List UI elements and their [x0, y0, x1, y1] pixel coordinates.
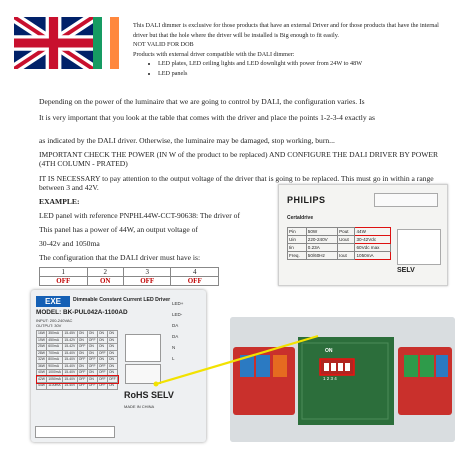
driver-table-cell: 19W: [38, 337, 45, 342]
driver-table-cell: 15-40V: [64, 350, 76, 355]
driver-table-cell: ON: [107, 344, 117, 351]
driver-table-cell: 25W: [38, 344, 45, 348]
driver-model: MODEL: BK-PUL042A-1100AD: [36, 309, 128, 316]
driver-output: OUTPUT: 30V: [36, 323, 62, 328]
philips-selv: SELV: [397, 267, 415, 274]
driver-table-cell: 15-40V: [64, 363, 76, 368]
paragraph-2: It is very important that you look at the table that comes with the driver and place the points 1-2-3-4 exactly as: [39, 113, 375, 122]
spec-row: [288, 228, 391, 236]
uk-flag-icon: [14, 17, 93, 69]
driver-table-cell: ON: [77, 331, 87, 338]
intro-bullets: [133, 59, 451, 78]
driver-table-cell: ON: [87, 331, 97, 338]
blue-terminal: [436, 355, 448, 377]
driver-table-cell: ON: [97, 331, 107, 338]
driver-table-cell: ON: [87, 370, 97, 377]
example-line-3: 30-42v and 1050ma: [39, 239, 100, 248]
driver-table-cell: 1100mA: [47, 383, 63, 390]
green-terminal: [404, 355, 418, 377]
spec-cell-highlight: 30-42Vdc: [355, 236, 391, 244]
driver-table-cell: 32W: [38, 357, 45, 361]
spec-row: [288, 236, 391, 244]
driver-table-cell: ON: [97, 344, 107, 351]
switch-on-label: ON: [325, 348, 333, 354]
example-title: EXAMPLE:: [39, 197, 80, 206]
spec-cell: Uout: [338, 236, 355, 244]
config-value: OFF: [40, 277, 88, 286]
driver-table-cell: ON: [107, 370, 117, 377]
driver-table-cell: 15-45V: [64, 331, 76, 335]
ireland-flag-icon: [93, 17, 119, 69]
driver-table-cell: 15-40V: [64, 357, 76, 361]
driver-table-cell: 900mA: [47, 363, 63, 370]
driver-table-cell: ON: [87, 344, 97, 351]
output-range-note: [35, 426, 115, 438]
intro-bullet: • LED panels: [158, 69, 451, 79]
config-header: 4: [171, 268, 219, 277]
spec-cell: Pin: [288, 228, 307, 236]
driver-table-cell: 40W: [38, 370, 45, 374]
config-value: OFF: [171, 277, 219, 286]
driver-table-cell: OFF: [78, 383, 86, 387]
spec-cell: Freq.: [288, 252, 307, 260]
green-terminal: [420, 355, 434, 377]
driver-table-cell: ON: [107, 383, 117, 390]
made-in: MADE IN CHINA: [124, 404, 155, 409]
driver-table-cell: OFF: [98, 376, 106, 381]
driver-table-cell: 16W: [38, 331, 45, 335]
philips-model: Certaldrive: [287, 215, 314, 221]
driver-table-cell: ON: [107, 337, 117, 344]
spec-cell: 60Vdc max: [355, 244, 391, 252]
driver-table-cell: ON: [87, 376, 97, 383]
paragraph-3: as indicated by the DALI driver. Otherwise, the luminaire may be damaged, stop working, burn...: [39, 136, 335, 145]
driver-terminal-label: LED-: [172, 312, 183, 317]
driver-table-cell: OFF: [98, 370, 106, 374]
driver-table-cell: 15-40V: [64, 383, 76, 387]
driver-table-cell: ON: [107, 357, 117, 364]
driver-input: INPUT: 200-240VAC: [36, 318, 73, 323]
intro-line-1: This DALI dimmer is exclusive for those products that have an external Driver and for those products that have the internal driver but that the hole where the driver will be installed is Big enough to fit easily.: [133, 22, 439, 39]
driver-table-cell: ON: [77, 337, 87, 344]
driver-table-cell: OFF: [78, 370, 86, 374]
spec-cell-highlight: 1050mA: [355, 252, 391, 260]
driver-table-cell: 1000mA: [48, 370, 61, 374]
driver-table-cell: OFF: [98, 363, 106, 368]
paragraph-1: Depending on the power of the luminaire that we are going to control by DALI, the configuration varies. Is: [39, 97, 365, 106]
philips-spec-table: [287, 227, 391, 260]
driver-table-cell: ON: [77, 350, 87, 357]
driver-table-cell: 44W: [38, 383, 45, 387]
paragraph-5: IT IS NECESSARY to pay attention to the output voltage of the driver that is going to be replaced. This must go in within a range between 3 and 42V.: [39, 174, 434, 193]
config-header-row: [40, 268, 219, 277]
spec-cell: Pout: [338, 228, 355, 236]
paragraph-4: IMPORTANT CHECK THE POWER (IN W of the product to be replaced) AND CONFIGURE THE DALI DRIVER BY POWER (4TH COLUMN - PRATED): [39, 150, 439, 169]
philips-driver-label-photo: [278, 184, 448, 286]
spec-cell: 50W: [306, 228, 337, 236]
philips-brand: PHILIPS: [287, 195, 326, 205]
driver-table-cell: 28W: [38, 350, 45, 355]
driver-table-cell: 15-40V: [64, 370, 76, 374]
spec-cell: 0.23A: [306, 244, 337, 252]
spec-cell: Iin: [288, 244, 307, 252]
driver-table-cell: ON: [107, 331, 117, 338]
driver-table-cell: 15-42V: [64, 337, 76, 342]
config-value: OFF: [123, 277, 171, 286]
switch-numbers: 1 2 3 4: [323, 376, 337, 381]
driver-table-cell: OFF: [88, 357, 96, 361]
exe-logo: EXE: [36, 296, 70, 307]
driver-table-cell: OFF: [108, 376, 116, 381]
intro-line-2: NOT VALID FOR DOB: [133, 41, 194, 49]
config-value: ON: [87, 277, 123, 286]
spec-cell: [338, 244, 355, 252]
driver-table-cell: OFF: [78, 357, 86, 361]
driver-table-cell: 450mA: [47, 337, 63, 344]
wiring-diagram-icon: [397, 229, 441, 265]
spec-cell: Iout: [338, 252, 355, 260]
config-value-row: [40, 277, 219, 286]
spec-row: [288, 244, 391, 252]
example-line-2: This panel has a power of 44W, an output voltage of: [39, 225, 198, 234]
driver-terminal-label: L: [172, 356, 175, 361]
driver-terminal-label: LED+: [172, 301, 184, 306]
driver-table-cell: OFF: [88, 363, 96, 368]
driver-table-cell: OFF: [78, 376, 86, 381]
driver-table-cell: ON: [107, 363, 117, 370]
driver-table-cell: OFF: [98, 383, 106, 387]
pointer-arrow-icon: [150, 330, 330, 390]
driver-terminal-label: DA: [172, 323, 179, 328]
driver-table-cell: 800mA: [47, 357, 63, 364]
driver-table-cell: OFF: [88, 383, 96, 387]
driver-power-table: [36, 330, 118, 390]
driver-table-cell: 1050mA: [48, 376, 61, 381]
config-header: 2: [87, 268, 123, 277]
driver-table-cell: ON: [107, 350, 117, 357]
example-line-4: The configuration that the DALI driver must have is:: [39, 253, 201, 262]
driver-table-cell: OFF: [78, 344, 86, 348]
driver-table-cell: 42W: [38, 376, 45, 381]
driver-table-cell: 15-40V: [64, 376, 76, 381]
cert-marks-icon: [374, 193, 438, 207]
spec-row: [288, 252, 391, 260]
driver-terminal-label: N: [172, 345, 176, 350]
intro-block: [133, 21, 451, 79]
example-line-1: LED panel with reference PNPHL44W-CCT-90638: The driver of: [39, 211, 240, 220]
driver-table-cell: 15-42V: [64, 344, 76, 348]
driver-title: Dimmable Constant Current LED Driver: [73, 297, 171, 303]
driver-table-cell: OFF: [88, 337, 96, 342]
driver-table-cell: 36W: [38, 363, 45, 368]
driver-table-cell: 600mA: [47, 344, 63, 351]
spec-cell: 50/60Hz: [306, 252, 337, 260]
rohs-selv: RoHS SELV: [124, 390, 174, 400]
driver-table-row: [37, 383, 118, 390]
driver-table-cell: ON: [77, 363, 87, 370]
config-header: 3: [123, 268, 171, 277]
driver-table-cell: 350mA: [47, 331, 63, 338]
driver-table-cell: 700mA: [47, 350, 63, 357]
config-header: 1: [40, 268, 88, 277]
spec-cell: 220-240V: [306, 236, 337, 244]
driver-table-cell: ON: [97, 337, 107, 344]
dali-config-table: [39, 267, 219, 286]
driver-table-cell: OFF: [98, 350, 106, 355]
spec-cell: Uin: [288, 236, 307, 244]
driver-table-cell: ON: [87, 350, 97, 357]
driver-table-cell: ON: [97, 357, 107, 364]
intro-bullet: • LED plates, LED ceiling lights and LED downlight with power from 24W to 48W: [158, 59, 451, 69]
driver-terminal-label: DA: [172, 334, 179, 339]
intro-line-3: Products with external driver compatible with the DALI dimmer:: [133, 50, 295, 58]
spec-cell-highlight: 44W: [355, 228, 391, 236]
